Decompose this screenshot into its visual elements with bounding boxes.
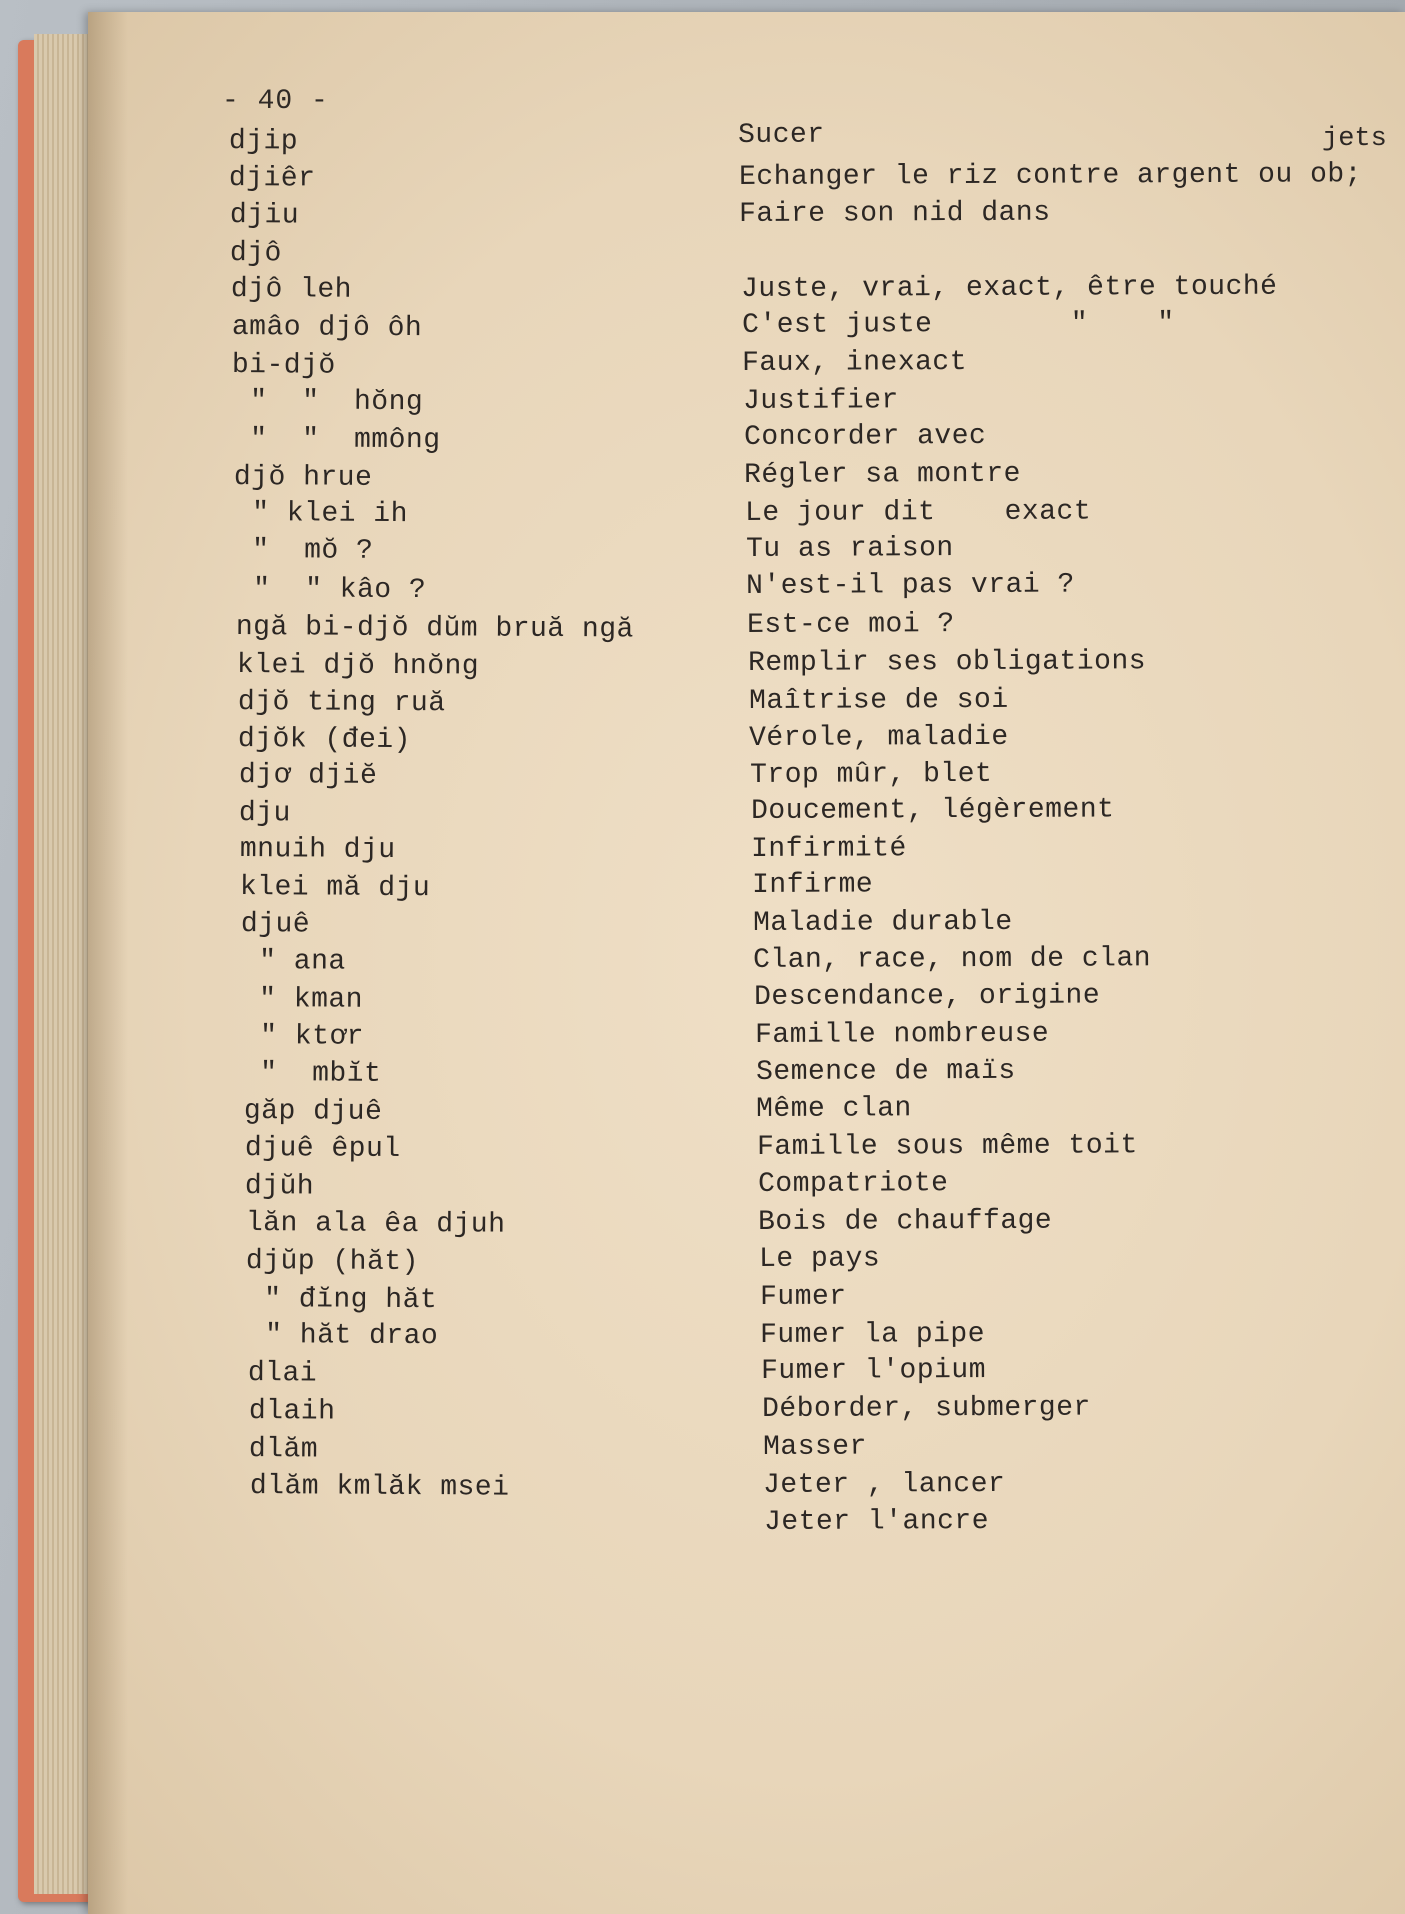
- entry-definition: Remplir ses obligations: [747, 646, 1146, 679]
- entry-term: " klei ih: [234, 498, 408, 531]
- entry-definition: N'est-il pas vrai ?: [746, 569, 1076, 602]
- entry-term: " " hŏng: [232, 386, 424, 419]
- entry-definition: Fumer: [759, 1281, 847, 1313]
- entry-term: djŏ ting ruă: [237, 687, 446, 720]
- entry-term: dlaih: [248, 1396, 336, 1428]
- entry-definition: Jeter , lancer: [763, 1468, 1006, 1501]
- entry-term: djuê êpul: [244, 1133, 401, 1165]
- entry-definition: Faux, inexact: [742, 347, 968, 379]
- entry-definition: Semence de maïs: [755, 1055, 1016, 1088]
- entry-definition: Doucement, légèrement: [750, 794, 1115, 827]
- entry-term: djiêr: [228, 163, 316, 195]
- entry-term: " hăt drao: [247, 1320, 438, 1353]
- entry-definition: Sucer: [738, 119, 825, 151]
- entry-definition: Famille sous même toit: [756, 1130, 1138, 1163]
- entry-definition: Juste, vrai, exact, être touché: [740, 271, 1278, 305]
- stray-word: jets: [1322, 124, 1387, 154]
- entry-term: " ktơr: [242, 1021, 364, 1053]
- entry-term: dlăm kmlăk msei: [249, 1471, 510, 1504]
- entry-definition: Maîtrise de soi: [748, 684, 1009, 717]
- entry-term: lăn ala êa djuh: [245, 1208, 506, 1241]
- entry-definition: Famille nombreuse: [754, 1018, 1050, 1051]
- entry-definition: Est-ce moi ?: [747, 609, 955, 641]
- entry-definition: Trop mûr, blet: [749, 758, 993, 791]
- entry-term: djô: [230, 238, 283, 270]
- entry-definition: Descendance, origine: [754, 980, 1101, 1013]
- entry-definition: Echanger le riz contre argent ou ob;: [738, 159, 1362, 193]
- entry-definition: Fumer la pipe: [760, 1319, 986, 1351]
- entry-term: " ana: [241, 946, 346, 978]
- entry-definition: Jeter l'ancre: [764, 1506, 990, 1538]
- entry-term: dju: [239, 798, 292, 830]
- entry-term: djŏ hrue: [233, 462, 373, 494]
- entry-term: djiu: [229, 200, 299, 232]
- entry-definition: Vérole, maladie: [749, 721, 1009, 754]
- entry-term: djip: [228, 126, 298, 158]
- entry-term: " " mmông: [233, 424, 441, 457]
- entry-definition: Justifier: [742, 385, 899, 417]
- page-number: - 40 -: [222, 86, 329, 117]
- entry-term: găp djuê: [243, 1096, 383, 1128]
- entry-definition: Le pays: [759, 1243, 881, 1275]
- entry-term: dlai: [248, 1358, 318, 1390]
- entry-definition: Clan, race, nom de clan: [753, 943, 1152, 976]
- entry-term: ngă bi-djŏ dŭm bruă ngă: [236, 612, 635, 646]
- entry-term: " mŏ ?: [234, 535, 374, 567]
- entry-definition: Concorder avec: [743, 420, 986, 453]
- entry-definition: Masser: [762, 1431, 867, 1463]
- entry-definition: Tu as raison: [745, 533, 954, 565]
- entry-term: bi-djŏ: [231, 350, 336, 382]
- entry-term: mnuih dju: [239, 834, 396, 866]
- entry-definition: Infirmité: [751, 833, 908, 865]
- entry-definition: Maladie durable: [752, 906, 1013, 939]
- entry-term: " " kâo ?: [235, 574, 427, 607]
- entry-definition: Compatriote: [757, 1168, 949, 1200]
- page-gutter-shadow: [88, 12, 128, 1914]
- entry-term: " kman: [242, 984, 364, 1016]
- entry-definition: Infirme: [752, 869, 874, 901]
- entry-term: djô leh: [230, 274, 353, 306]
- entry-definition: Bois de chauffage: [758, 1205, 1053, 1238]
- entry-term: klei djŏ hnŏng: [236, 650, 480, 683]
- entry-term: " mbĭt: [243, 1058, 382, 1090]
- entry-definition: Régler sa montre: [744, 458, 1022, 491]
- entry-term: " đĭng hăt: [246, 1284, 438, 1317]
- entry-term: djơ djiĕ: [238, 760, 378, 792]
- entry-term: klei mă dju: [240, 872, 431, 905]
- entry-definition: C'est juste " ": [741, 308, 1175, 341]
- entry-term: djŭh: [245, 1171, 315, 1203]
- entry-definition: Même clan: [756, 1093, 913, 1125]
- entry-definition: Le jour dit exact: [745, 496, 1092, 529]
- entry-term: djŏk (đei): [237, 724, 412, 757]
- entry-definition: Faire son nid dans: [739, 197, 1051, 230]
- entry-term: djuê: [240, 909, 311, 941]
- entry-definition: Déborder, submerger: [761, 1392, 1091, 1425]
- entry-term: amâo djô ôh: [231, 312, 422, 345]
- entry-definition: Fumer l'opium: [761, 1355, 987, 1387]
- entry-term: djŭp (hăt): [246, 1246, 420, 1279]
- entry-term: dlăm: [249, 1434, 319, 1466]
